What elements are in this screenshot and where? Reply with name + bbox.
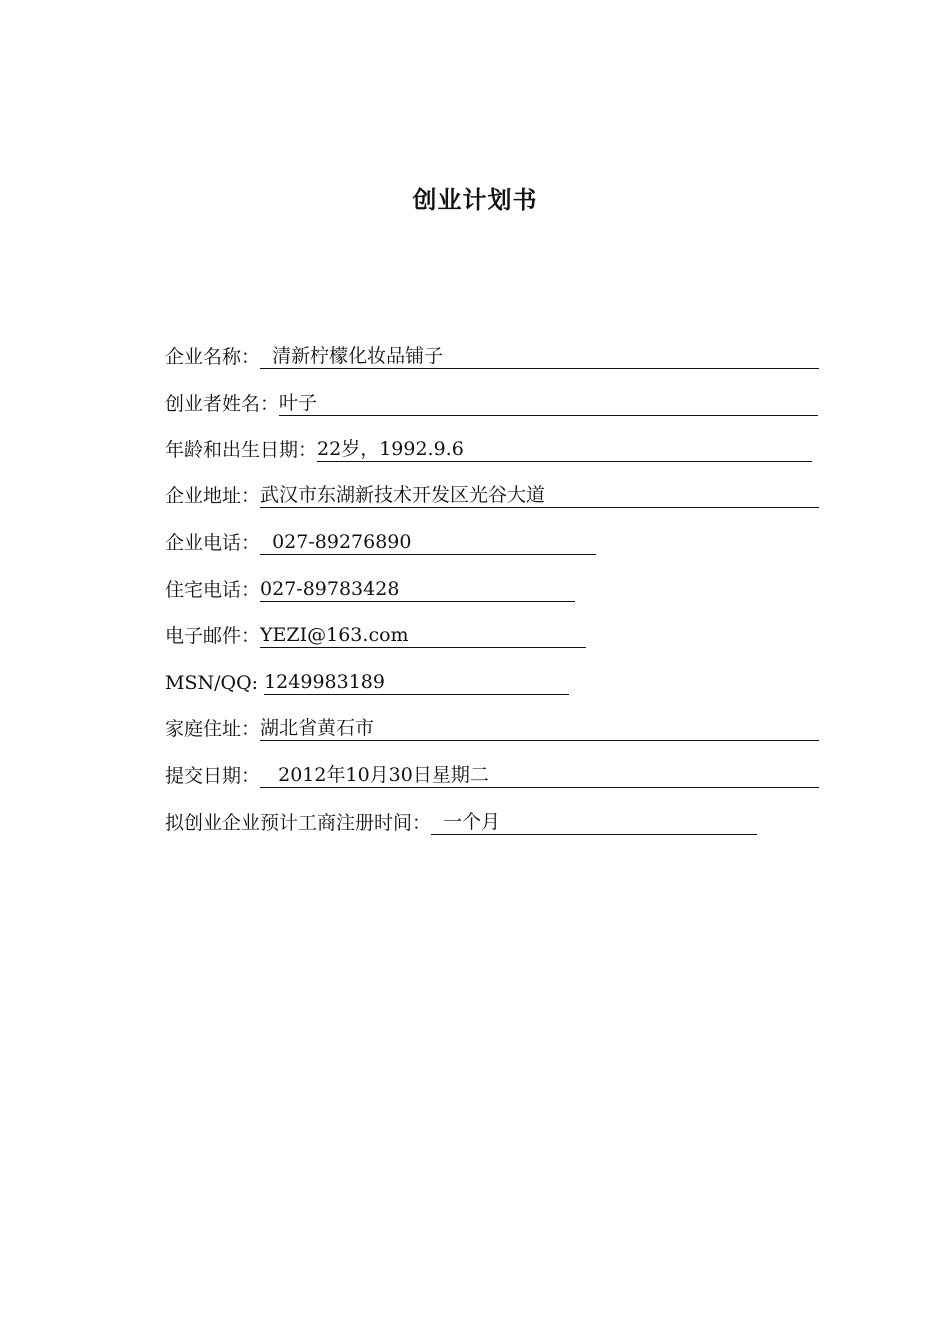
field-founder-name bbox=[165, 390, 818, 416]
planned-registration-label: 拟创业企业预计工商注册时间： bbox=[165, 812, 432, 834]
field-home-phone bbox=[165, 576, 575, 602]
founder-name-label: 创业者姓名： bbox=[165, 393, 280, 415]
field-planned-registration bbox=[165, 809, 757, 835]
field-company-address bbox=[165, 482, 819, 508]
field-email bbox=[165, 622, 586, 648]
submit-date-value: 2012年10月30日星期二 bbox=[260, 763, 819, 788]
age-birth-label: 年龄和出生日期： bbox=[165, 439, 318, 461]
field-home-address bbox=[165, 715, 819, 741]
founder-name-value: 叶子 bbox=[279, 391, 818, 416]
home-address-value: 湖北省黄石市 bbox=[260, 716, 819, 741]
field-submit-date bbox=[165, 762, 819, 788]
home-phone-label: 住宅电话： bbox=[165, 579, 261, 601]
home-address-label: 家庭住址： bbox=[165, 718, 261, 740]
submit-date-label: 提交日期： bbox=[165, 765, 261, 787]
company-address-value: 武汉市东湖新技术开发区光谷大道 bbox=[260, 483, 819, 508]
company-phone-label: 企业电话： bbox=[165, 532, 261, 554]
field-company-phone bbox=[165, 529, 596, 555]
document-title: 创业计划书 bbox=[412, 186, 538, 214]
field-age-birth bbox=[165, 436, 812, 462]
field-company-name bbox=[165, 343, 819, 369]
planned-registration-value: 一个月 bbox=[431, 810, 757, 835]
age-birth-value: 22岁，1992.9.6 bbox=[317, 437, 812, 462]
company-address-label: 企业地址： bbox=[165, 485, 261, 507]
company-name-value: 清新柠檬化妆品铺子 bbox=[260, 344, 819, 369]
msn-qq-label: MSN/QQ: bbox=[165, 672, 265, 694]
company-name-label: 企业名称： bbox=[165, 346, 261, 368]
msn-qq-value: 1249983189 bbox=[264, 670, 569, 695]
field-msn-qq bbox=[165, 669, 569, 695]
home-phone-value: 027-89783428 bbox=[260, 577, 575, 602]
email-label: 电子邮件： bbox=[165, 625, 261, 647]
email-value: YEZI@163.com bbox=[260, 623, 586, 648]
company-phone-value: 027-89276890 bbox=[260, 530, 596, 555]
